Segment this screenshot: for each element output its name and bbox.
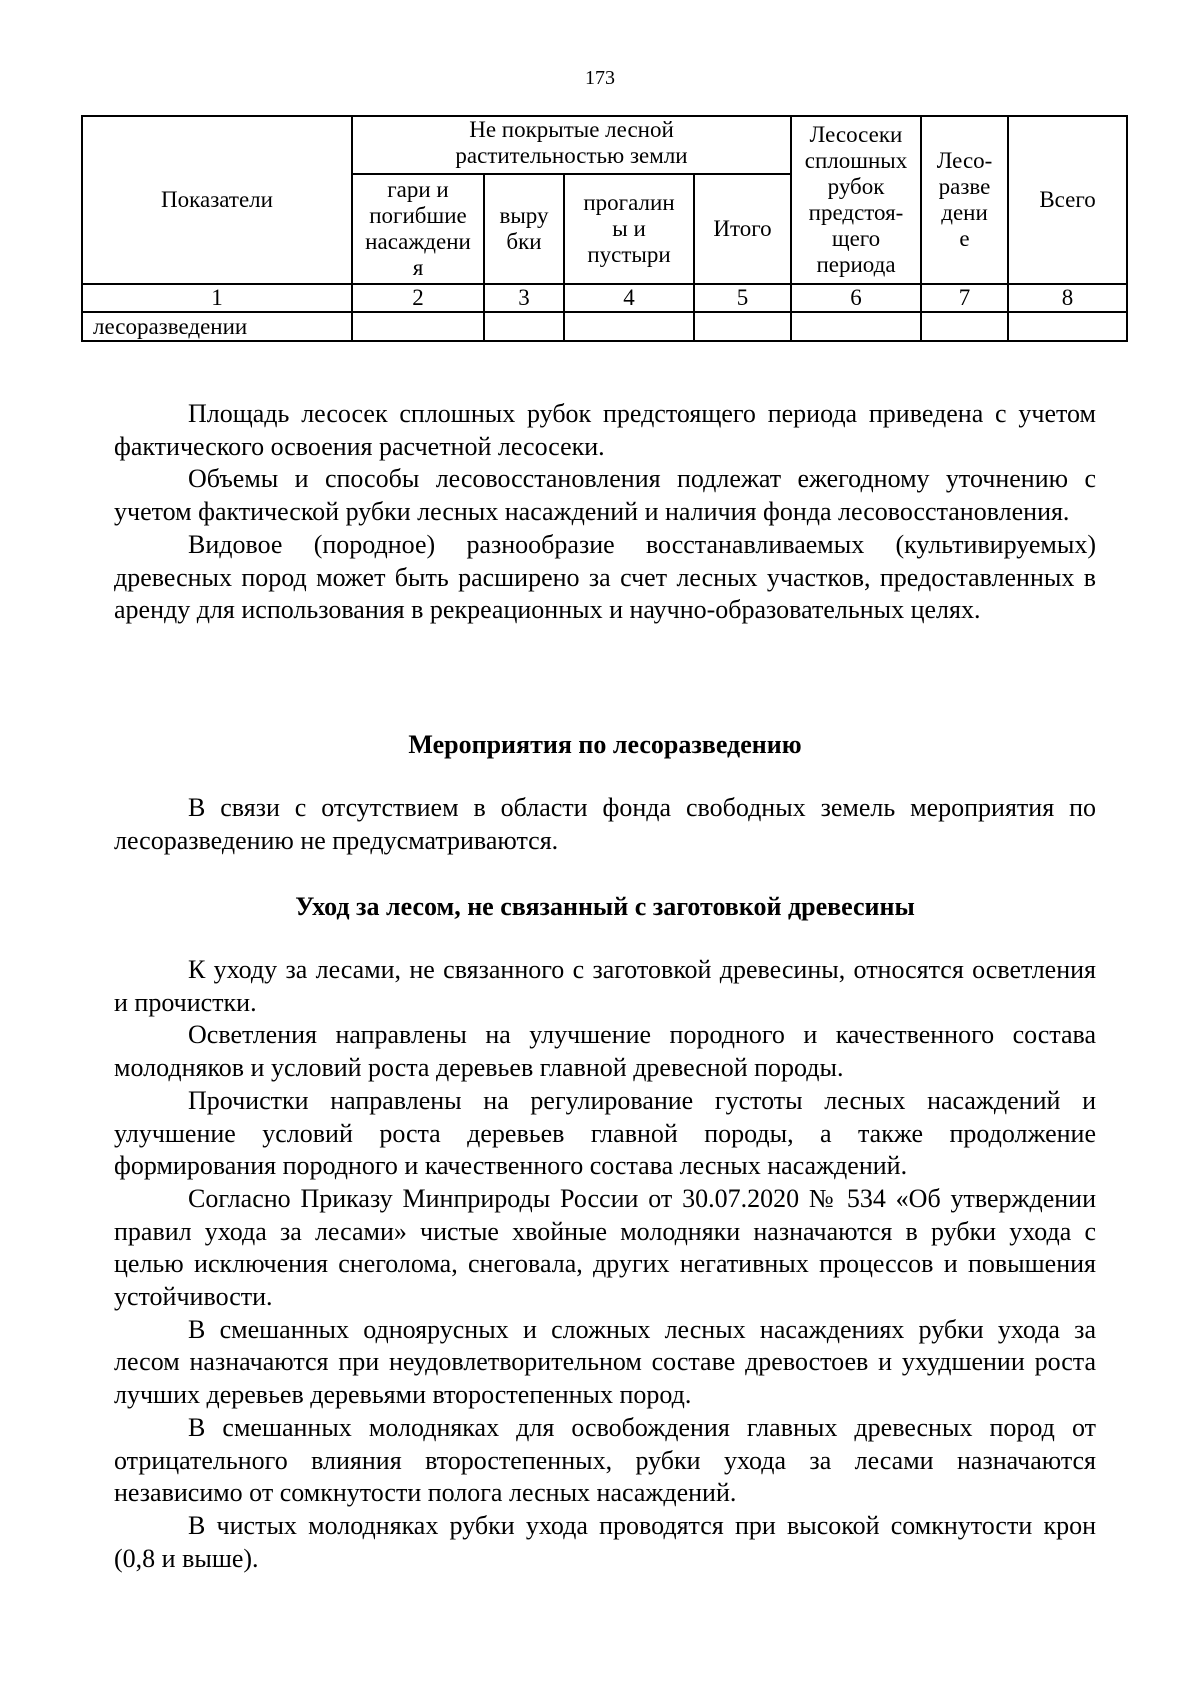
paragraph: Видовое (породное) разнообразие восстанавливаемых (культивируемых) древесных пород может быть расширено за счет лесных участков, предоставленных в аренду для использования в рекреационных и научно-образовательных целях. xyxy=(114,529,1096,625)
table-cell xyxy=(791,312,921,341)
paragraph: В смешанных одноярусных и сложных лесных насаждениях рубки ухода за лесом назначаются при неудовлетворительном составе древостоев и ухудшении роста лучших деревьев деревьями второстепенных пород. xyxy=(114,1314,1096,1410)
header-glades: прогалин ы и пустыри xyxy=(564,174,694,284)
paragraph: В связи с отсутствием в области фонда свободных земель мероприятия по лесоразведению не предусматриваются. xyxy=(114,793,1096,855)
header-afforestation: Лесо- разве дени е xyxy=(921,116,1008,284)
column-number-row xyxy=(82,284,1127,312)
header-unforested-line2: растительностью земли xyxy=(455,143,688,168)
row-label: лесоразведении xyxy=(82,312,352,341)
page-number: 173 xyxy=(585,67,615,89)
header-burnt-stands: гари и погибшие насаждени я xyxy=(352,174,484,284)
table-cell xyxy=(564,312,694,341)
column-number: 1 xyxy=(82,284,352,312)
paragraph: Осветления направлены на улучшение породного и качественного состава молодняков и условий роста деревьев главной древесной породы. xyxy=(114,1020,1096,1083)
paragraph: В смешанных молодняках для освобождения главных древесных пород от отрицательного влияния второстепенных, рубки ухода за лесами назначаются независимо от сомкнутости полога лесных насаждений. xyxy=(114,1412,1096,1508)
paragraph: Прочистки направлены на регулирование густоты лесных насаждений и улучшение условий роста деревьев главной породы, а также продолжение формирования породного и качественного состава лесных насаждений. xyxy=(114,1085,1096,1181)
paragraph: Площадь лесосек сплошных рубок предстоящего периода приведена с учетом фактического освоения расчетной лесосеки. xyxy=(114,399,1096,461)
table-cell xyxy=(352,312,484,341)
paragraph: В чистых молодняках рубки ухода проводятся при высокой сомкнутости крон (0,8 и выше). xyxy=(114,1510,1096,1573)
column-number: 8 xyxy=(1008,284,1127,312)
table-cell xyxy=(921,312,1008,341)
section-heading-forest-care: Уход за лесом, не связанный с заготовкой древесины xyxy=(295,892,915,921)
column-number: 3 xyxy=(484,284,564,312)
header-unforested-lands xyxy=(352,116,791,174)
paragraph: К уходу за лесами, не связанного с заготовкой древесины, относятся осветления и прочистки. xyxy=(114,955,1096,1017)
header-clearcuts: выру бки xyxy=(484,174,564,284)
text-block-3 xyxy=(114,954,1096,1575)
section-heading-afforestation: Мероприятия по лесоразведению xyxy=(408,730,802,759)
header-total: Всего xyxy=(1008,116,1127,284)
column-number: 7 xyxy=(921,284,1008,312)
column-number: 6 xyxy=(791,284,921,312)
table-cell xyxy=(484,312,564,341)
column-number: 4 xyxy=(564,284,694,312)
header-unforested-line1: Не покрытые лесной xyxy=(469,117,674,142)
column-number: 5 xyxy=(694,284,791,312)
header-cutting-areas: Лесосеки сплошных рубок предстоя- щего периода xyxy=(791,116,921,284)
table-row xyxy=(82,312,1127,341)
table-cell xyxy=(694,312,791,341)
header-subtotal: Итого xyxy=(694,174,791,284)
text-block-2 xyxy=(114,792,1096,857)
column-number: 2 xyxy=(352,284,484,312)
text-block-1 xyxy=(114,398,1096,627)
header-indicators: Показатели xyxy=(82,116,352,284)
table-cell xyxy=(1008,312,1127,341)
forest-area-table xyxy=(81,115,1128,342)
paragraph: Объемы и способы лесовосстановления подлежат ежегодному уточнению с учетом фактической рубки лесных насаждений и наличия фонда лесовосстановления. xyxy=(114,464,1096,527)
paragraph: Согласно Приказу Минприроды России от 30.07.2020 № 534 «Об утверждении правил ухода за лесами» чистые хвойные молодняки назначаются в рубки ухода с целью исключения снеголома, снеговала, других негативных процессов и повышения устойчивости. xyxy=(114,1183,1096,1312)
